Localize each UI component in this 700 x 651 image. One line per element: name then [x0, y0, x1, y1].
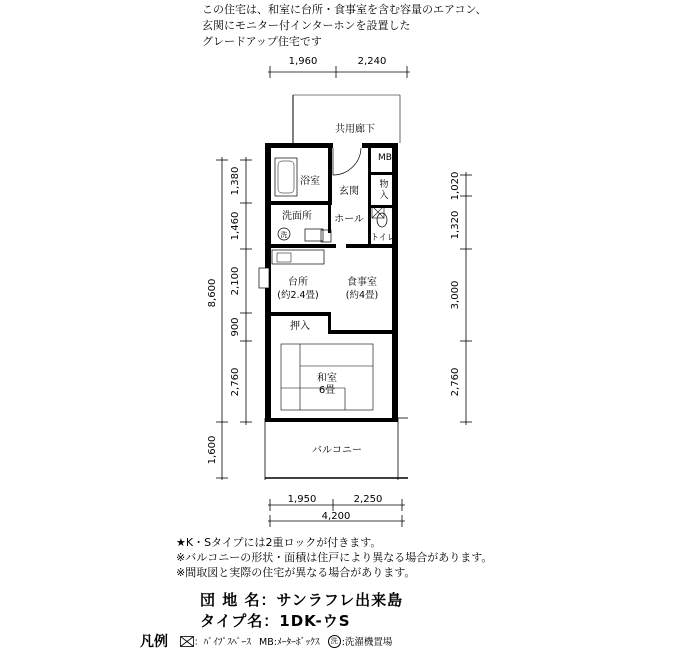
intro-line-3: グレードアップ住宅です	[202, 35, 322, 48]
dim-left-3: 2,100	[230, 266, 241, 296]
note-3: ※間取図と実際の住宅が異なる場合があります。	[176, 566, 416, 579]
kitchen-window	[259, 268, 269, 288]
dim-left-5: 2,760	[230, 367, 241, 397]
storage-label-1: 物	[379, 180, 389, 190]
dim-left-balcony: 1,600	[207, 435, 218, 465]
type-name-label: タイプ名：	[200, 612, 280, 630]
estate-name-value: サンラフレ出来島	[276, 591, 404, 609]
dim-bottom-total: 4,200	[321, 511, 351, 522]
right-dimension-lines	[460, 172, 472, 425]
corridor-label: 共用廊下	[335, 124, 375, 135]
legend	[140, 632, 400, 650]
washitsu-size-label: 6畳	[318, 385, 336, 396]
entrance-label: 玄関	[339, 186, 359, 197]
hall-label: ホール	[334, 214, 364, 225]
legend-washer	[328, 634, 393, 648]
dining-size-label: (約4畳)	[345, 290, 379, 301]
dim-right-2: 1,320	[450, 210, 461, 240]
pipe-space-icon	[180, 636, 194, 647]
closet-label: 押入	[290, 321, 310, 332]
dining-label: 食事室	[347, 277, 377, 288]
dim-left-4: 900	[230, 317, 241, 337]
legend-pipe-space-text: ：ﾊﾟｲﾌﾟｽﾍﾟｰｽ	[194, 637, 252, 648]
estate-name-label: 団 地 名：	[200, 591, 277, 609]
dim-left-1: 1,380	[230, 166, 241, 196]
notes	[176, 535, 492, 580]
legend-pipe-space	[180, 634, 251, 648]
mb-label: MB	[378, 153, 392, 163]
kitchen-label: 台所	[288, 277, 308, 288]
legend-mb-text: MB:ﾒｰﾀｰﾎﾞｯｸｽ	[259, 637, 320, 648]
intro-line-2: 玄関にモニター付インターホンを設置した	[202, 19, 411, 32]
bath-label: 浴室	[300, 176, 320, 187]
dim-left-2: 1,460	[230, 211, 241, 241]
dim-bottom-2: 2,250	[353, 494, 383, 505]
washitsu-label: 和室	[317, 373, 337, 384]
dim-top-1: 1,960	[288, 56, 318, 67]
washroom-label: 洗面所	[282, 211, 312, 222]
note-2: ※バルコニーの形状・面積は住戸により異なる場合があります。	[176, 551, 493, 564]
kitchen-size-label: (約2.4畳)	[277, 290, 319, 301]
legend-title: 凡例	[140, 634, 168, 650]
dim-bottom-1: 1,950	[287, 494, 317, 505]
intro-line-1: この住宅は、和室に台所・食事室を含む容量のエアコン、	[202, 3, 487, 16]
toilet-label: トイレ	[370, 233, 396, 243]
legend-mb	[259, 634, 320, 648]
estate-name-row	[200, 590, 403, 611]
balcony-label: バルコニー	[312, 445, 362, 456]
type-name-value: 1DK-ウS	[279, 612, 351, 630]
dim-right-4: 2,760	[450, 367, 461, 397]
property-info	[200, 590, 403, 632]
washer-icon: 洗	[328, 635, 341, 648]
entry-door	[333, 148, 361, 175]
type-name-row	[200, 611, 403, 632]
dim-right-3: 3,000	[450, 280, 461, 310]
dim-top-2: 2,240	[357, 56, 387, 67]
note-1: ★K・Sタイプには2重ロックが付きます。	[176, 536, 382, 549]
dim-right-1: 1,020	[450, 171, 461, 201]
wash-basin	[305, 229, 323, 241]
washer-mark: 洗	[280, 231, 288, 239]
dim-left-total: 8,600	[207, 278, 218, 308]
toilet-bowl	[377, 213, 387, 227]
legend-washer-text: :洗濯機置場	[341, 637, 393, 648]
storage-label-2: 入	[379, 191, 389, 201]
top-dimension-line	[268, 66, 410, 78]
